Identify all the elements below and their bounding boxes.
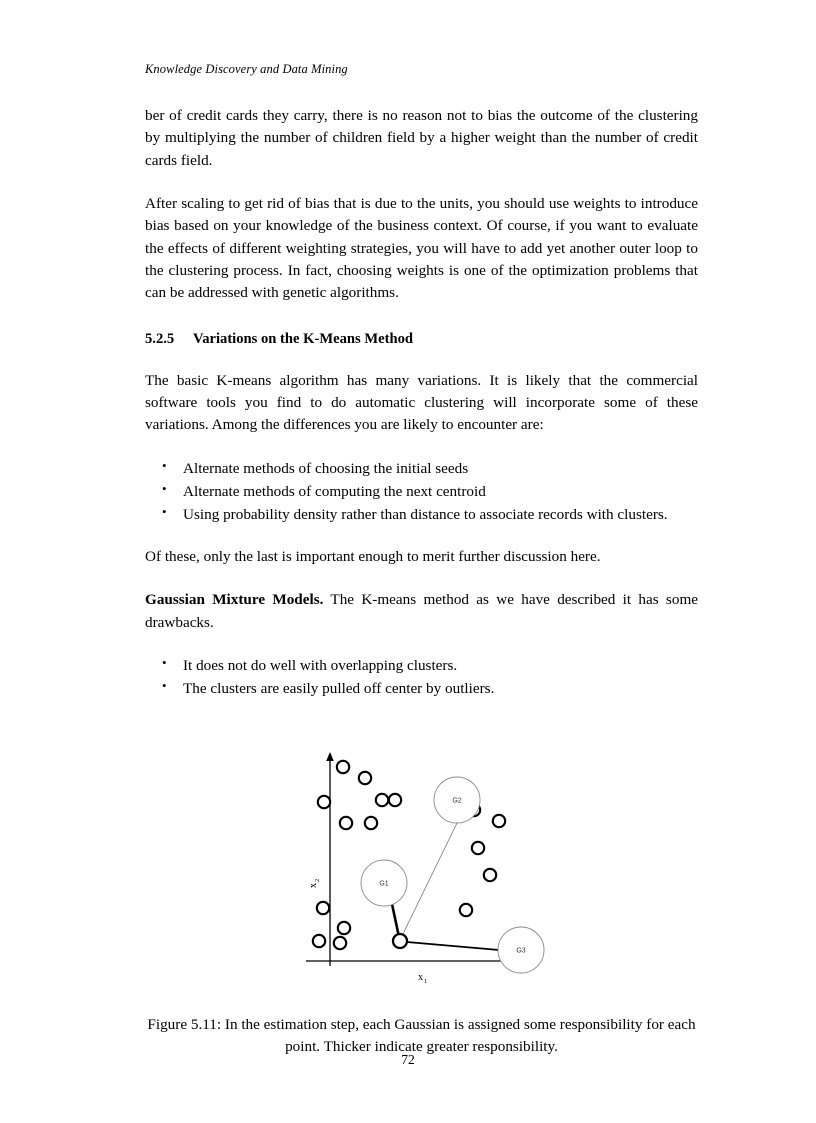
data-point (358, 772, 370, 784)
page-number-footer (0, 1052, 816, 1068)
list-item: • Alternate methods of choosing the initial seeds (145, 458, 698, 480)
section-heading-5-2-5 (145, 330, 698, 349)
section-title: Variations on the K-Means Method (193, 330, 413, 347)
data-point (375, 794, 387, 806)
axis-x-sub-text: 1 (423, 977, 427, 985)
bullet-list-variations (145, 458, 698, 526)
axis-x-label-text: x (417, 971, 423, 983)
data-point (333, 937, 345, 949)
paragraph-lead-in: Gaussian Mixture Models. (145, 591, 324, 609)
responsibility-lines (392, 823, 499, 950)
paragraph-continuation: ber of credit cards they carry, there is no reason not to bias the outcome of the clustering by multiplying the number of children field by a higher weight than the number of credit cards field. (145, 107, 698, 169)
axis-y-sub-text: 2 (313, 878, 321, 882)
axis-y-label-text: x (307, 882, 319, 888)
highlighted-data-point (393, 934, 407, 948)
figure-caption: Figure 5.11: In the estimation step, each Gaussian is assigned some responsibility for each point. Thicker indicate greater responsibility. (147, 1015, 696, 1055)
gaussian-g3 (498, 927, 544, 973)
data-point (316, 902, 328, 914)
paragraph-lead-in-rest: The K-means method as we have described it has some drawbacks. (145, 591, 698, 631)
gaussian-label: G2 (451, 797, 462, 805)
responsibility-line-g1 (392, 904, 399, 937)
data-point (317, 796, 329, 808)
data-point (336, 761, 348, 773)
data-point (364, 817, 376, 829)
section-number: 5.2.5 (145, 330, 175, 347)
axis-label-y (308, 879, 321, 888)
list-item: • Using probability density rather than distance to associate records with clusters. (145, 504, 698, 526)
running-head: Knowledge Discovery and Data Mining (145, 62, 348, 76)
page-content (145, 62, 698, 1057)
data-point (337, 922, 349, 934)
paragraph-scaling-weights: After scaling to get rid of bias that is due to the units, you should use weights to introduce bias based on your knowledge of the business context. Of course, if you want to evaluate the effects of different weighting strategies, you will have to add yet another outer loop to the clustering process. In fact, choosing weights is one of the optimization problems that can be addressed with genetic algorithms. (145, 195, 698, 302)
paragraph-gaussian-mixture-models (145, 589, 698, 634)
paragraph-kmeans-variations: The basic K-means algorithm has many variations. It is likely that the commercial software tools you find to do automatic clustering will incorporate some of these variations. Among the differences you are likely to encounter are: (145, 371, 698, 434)
responsibility-line-g2 (402, 823, 457, 936)
list-item: • Alternate methods of computing the next centroid (145, 481, 698, 503)
list-item: • The clusters are easily pulled off center by outliers. (145, 678, 698, 700)
data-point (471, 842, 483, 854)
gaussian-label: G3 (515, 947, 526, 955)
responsibility-line-g3 (407, 942, 499, 950)
page-number-value: 72 (401, 1052, 415, 1067)
gaussian-g2 (434, 777, 480, 823)
figure-5-11 (145, 738, 698, 988)
data-point (312, 935, 324, 947)
data-point (388, 794, 400, 806)
gaussian-mixture-diagram (292, 738, 552, 988)
data-point (492, 815, 504, 827)
data-point (483, 869, 495, 881)
gaussian-g1 (361, 860, 407, 906)
bullet-list-drawbacks (145, 655, 698, 700)
gaussian-label: G1 (378, 880, 389, 888)
list-item: • It does not do well with overlapping clusters. (145, 655, 698, 677)
gaussian-group (361, 777, 544, 973)
axis-label-x (418, 972, 427, 985)
data-point (339, 817, 351, 829)
paragraph-of-these: Of these, only the last is important enough to merit further discussion here. (145, 547, 601, 565)
data-point (459, 904, 471, 916)
